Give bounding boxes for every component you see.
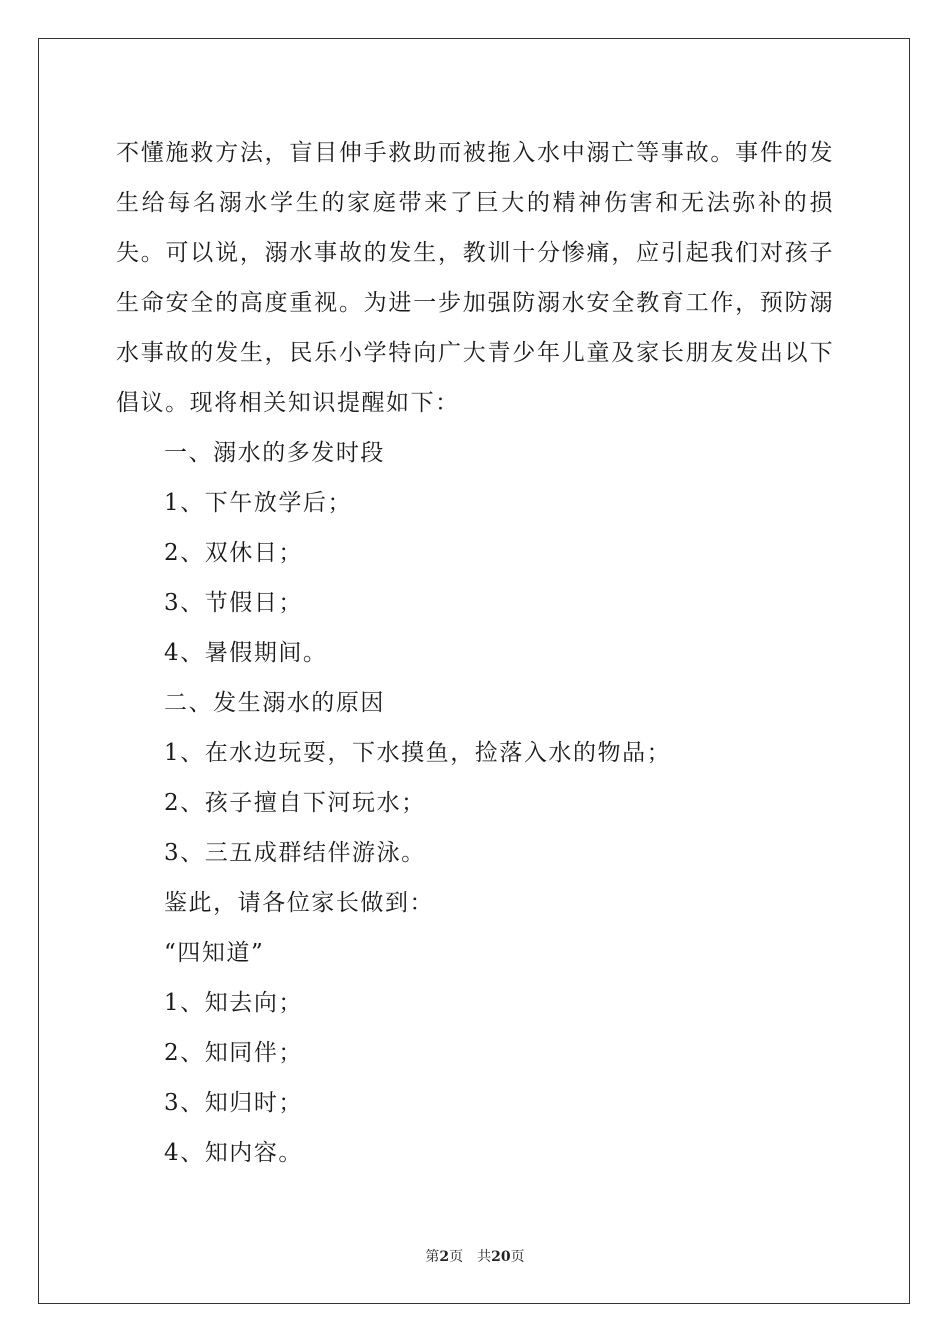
page-suffix: 页 <box>449 1249 464 1265</box>
list-item: 2、知同伴； <box>164 1040 303 1066</box>
page-footer <box>0 1248 950 1266</box>
page-number: 2 <box>439 1249 450 1265</box>
subheading-four-knows: “四知道” <box>164 940 265 966</box>
list-item: 3、节假日； <box>164 590 303 616</box>
list-item: 4、知内容。 <box>164 1140 303 1166</box>
list-item: 1、下午放学后； <box>164 490 353 516</box>
section-heading-causes: 二、发生溺水的原因 <box>164 690 385 716</box>
total-prefix: 共 <box>477 1249 492 1265</box>
body-paragraph: 不懂施救方法，盲目伸手救助而被拖入水中溺亡等事故。事件的发生给每名溺水学生的家庭带来了巨大的精神伤害和无法弥补的损失。可以说，溺水事故的发生，教训十分惨痛，应引起我们对孩子生命安全的高度重视。为进一步加强防溺水安全教育工作，预防溺水事故的发生，民乐小学特向广大青少年儿童及家长朋友发出以下倡议。现将相关知识提醒如下： <box>116 140 834 416</box>
list-item: 3、三五成群结伴游泳。 <box>164 840 426 866</box>
list-item: 1、知去向； <box>164 990 303 1016</box>
page-prefix: 第 <box>425 1249 440 1265</box>
list-item: 2、双休日； <box>164 540 303 566</box>
list-item: 2、孩子擅自下河玩水； <box>164 790 426 816</box>
total-suffix: 页 <box>510 1249 525 1265</box>
parent-instruction: 鉴此，请各位家长做到： <box>164 890 435 916</box>
total-pages: 20 <box>491 1249 511 1265</box>
document-body <box>116 128 834 1178</box>
section-heading-times: 一、溺水的多发时段 <box>164 440 385 466</box>
list-item: 4、暑假期间。 <box>164 640 328 666</box>
list-item: 1、在水边玩耍，下水摸鱼，捡落入水的物品； <box>164 740 672 766</box>
list-item: 3、知归时； <box>164 1090 303 1116</box>
